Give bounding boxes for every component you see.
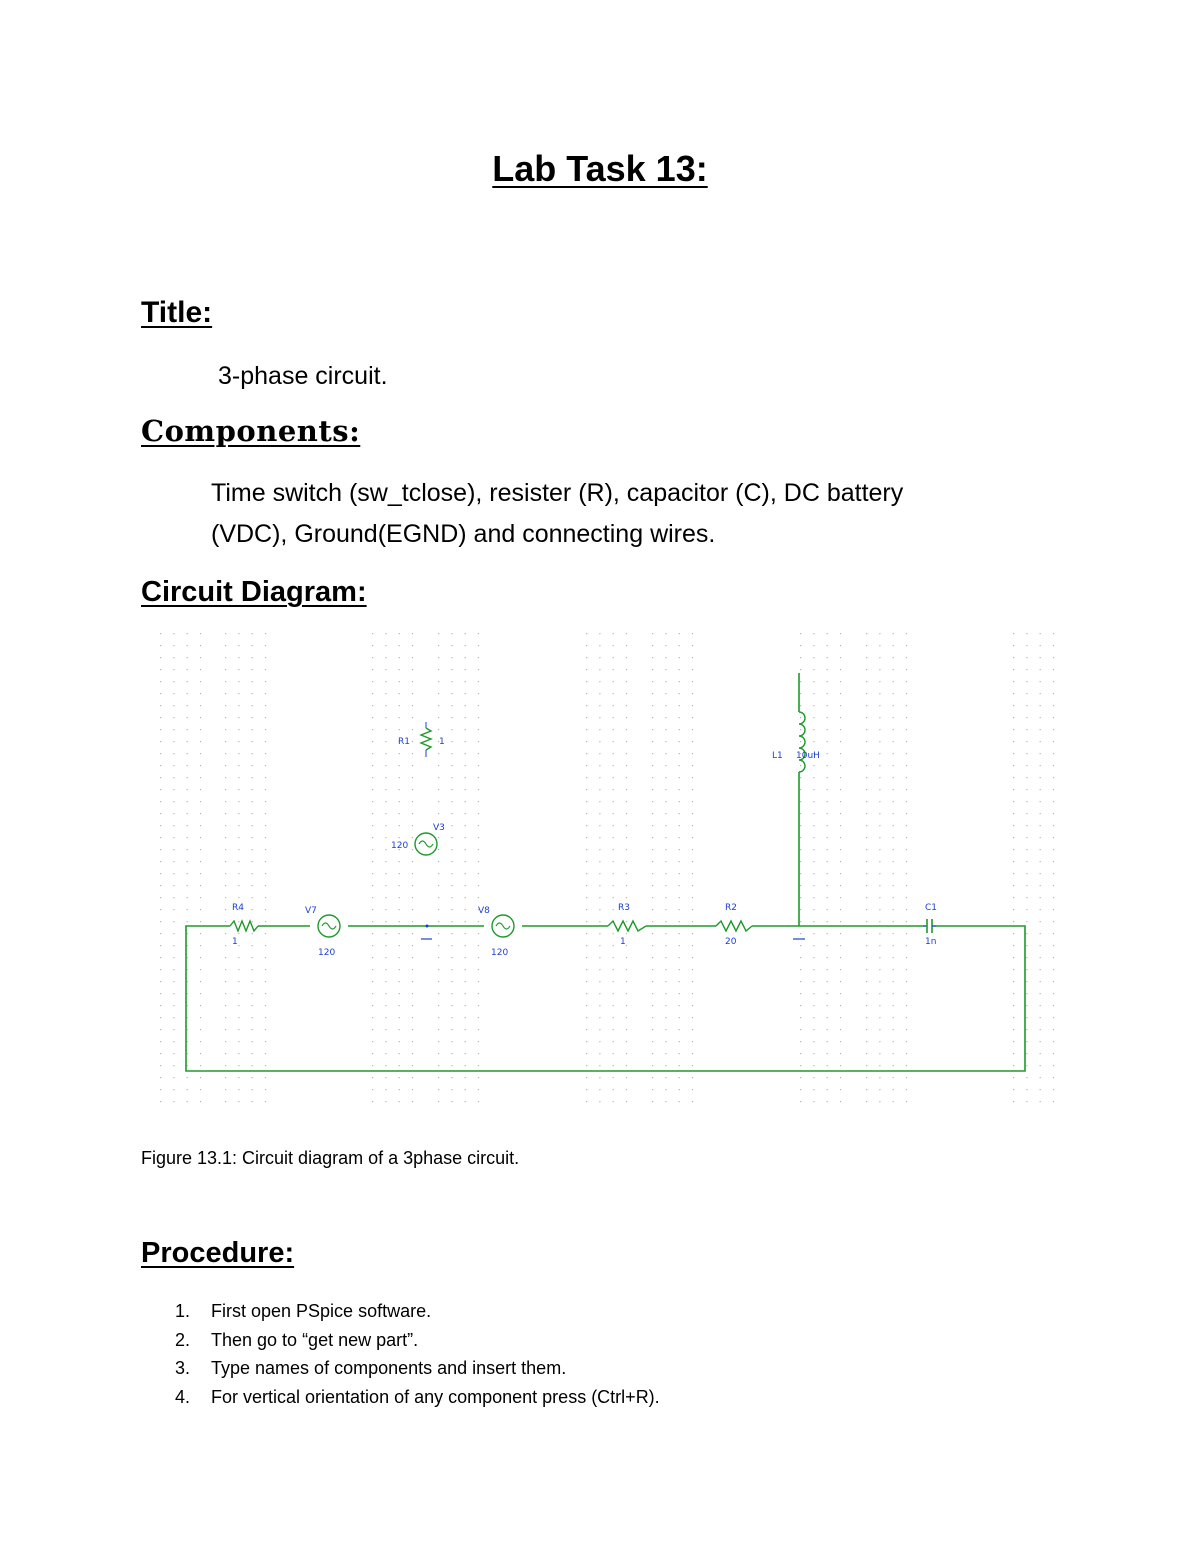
inductor-l1 — [772, 712, 820, 772]
v7-value: 120 — [318, 948, 336, 958]
wires — [186, 673, 1025, 1071]
v3-value: 120 — [391, 841, 409, 851]
l1-name: L1 — [772, 751, 783, 761]
procedure-step: 3. Type names of components and insert them. — [175, 1358, 567, 1378]
source-v3 — [391, 823, 445, 855]
resistor-r2 — [716, 903, 752, 947]
procedure-step: 4. For vertical orientation of any component press (Ctrl+R). — [175, 1386, 660, 1407]
procedure-step: 1. First open PSpice software. — [175, 1301, 432, 1321]
capacitor-c1 — [923, 903, 937, 947]
resistor-r4 — [230, 903, 258, 947]
components-heading: Components: — [141, 414, 361, 448]
v8-name: V8 — [478, 906, 490, 916]
source-v7 — [305, 906, 340, 958]
components-line-1: Time switch (sw_tclose), resister (R), capacitor (C), DC battery — [211, 479, 904, 507]
r2-value: 20 — [725, 937, 737, 947]
procedure-heading: Procedure: — [141, 1237, 295, 1269]
page-title: Lab Task 13: — [492, 148, 708, 189]
r3-name: R3 — [618, 903, 630, 913]
r3-value: 1 — [620, 937, 626, 947]
source-v8 — [478, 906, 514, 958]
title-text: 3-phase circuit. — [218, 362, 388, 390]
l1-value: 10uH — [796, 751, 820, 761]
r4-name: R4 — [232, 903, 244, 913]
r1-value: 1 — [439, 737, 445, 747]
resistor-r1 — [398, 722, 445, 757]
procedure-list — [141, 1297, 660, 1411]
circuit-diagram-heading: Circuit Diagram: — [141, 576, 367, 608]
c1-value: 1n — [925, 937, 937, 947]
v3-name: V3 — [433, 823, 445, 833]
title-heading: Title: — [141, 296, 213, 329]
junction-dot — [426, 925, 429, 928]
schematic-grid — [160, 633, 1054, 1102]
procedure-step: 2. Then go to “get new part”. — [175, 1329, 419, 1350]
c1-name: C1 — [925, 903, 938, 913]
components-line-2: (VDC), Ground(EGND) and connecting wires. — [211, 520, 716, 548]
figure-caption: Figure 13.1: Circuit diagram of a 3phase circuit. — [141, 1148, 520, 1168]
wire-loop — [186, 926, 1025, 1071]
r2-name: R2 — [725, 903, 737, 913]
r1-name: R1 — [398, 737, 410, 747]
v8-value: 120 — [491, 948, 509, 958]
v7-name: V7 — [305, 906, 317, 916]
r4-value: 1 — [232, 937, 238, 947]
